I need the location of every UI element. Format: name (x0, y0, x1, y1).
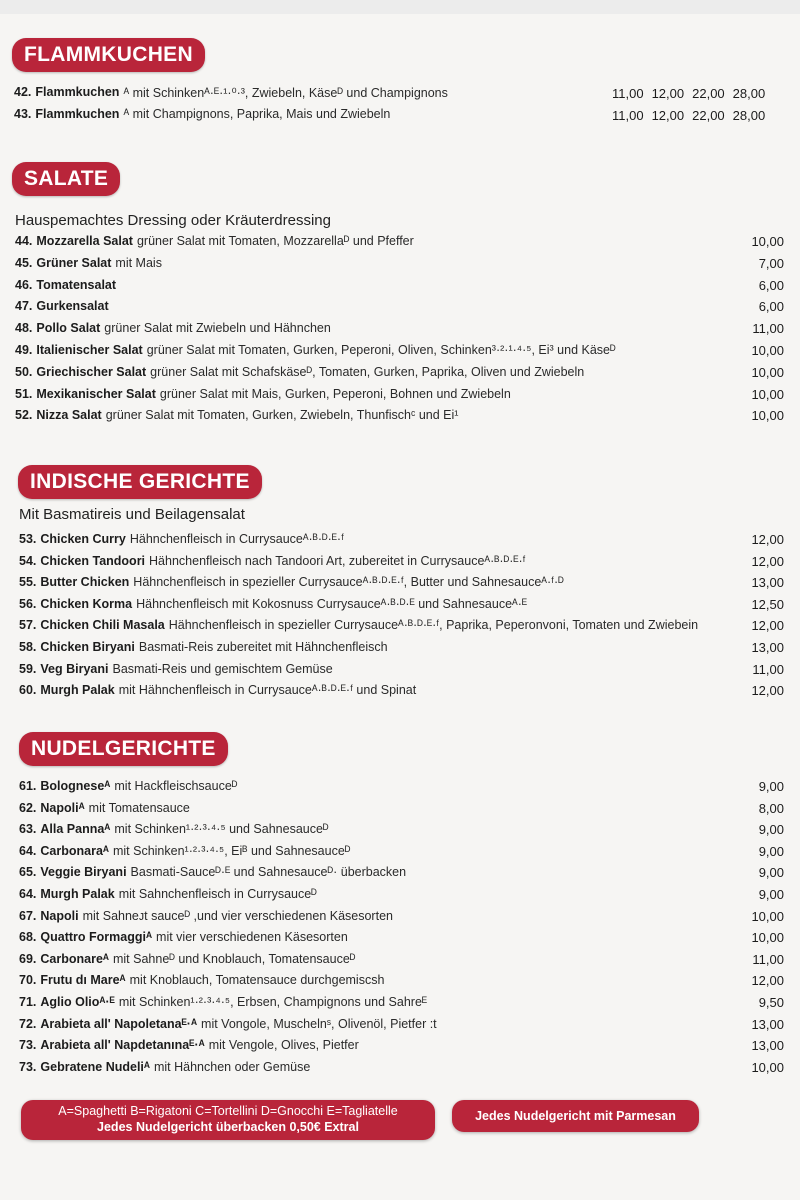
item-price: 13,00 (751, 1016, 784, 1032)
menu-item (19, 615, 698, 635)
item-description: mit Hähnchenfleisch in Currysauceᴬ·ᴮ·ᴰ·ᴱ·ᶠ und Spinat (118, 683, 417, 698)
menu-item (19, 949, 355, 969)
item-description: mit vier verschiedenen Käsesorten (156, 930, 348, 945)
item-description: mit Sahneᴰ und Knoblauch, Tomatensauceᴰ (112, 951, 356, 966)
item-description: ᴬ mit Champignons, Paprika, Mais und Zwiebeln (123, 107, 391, 121)
menu-item (15, 318, 331, 338)
item-price: 9,00 (758, 779, 784, 794)
item-description: mit Schinken¹·²·³·⁴·⁵, Eiᴮ und Sahnesauceᴰ (112, 843, 351, 858)
price-size-4: 28,00 (732, 86, 766, 101)
item-number: 45. (15, 255, 33, 270)
item-name: Butter Chicken (40, 575, 130, 590)
item-price: 9,00 (758, 822, 784, 838)
item-description: mit Hähnchen oder Gemüse (153, 1059, 311, 1074)
item-price: 6,00 (758, 299, 784, 315)
item-number: 67. (19, 908, 37, 923)
item-price: 10,00 (751, 908, 784, 924)
item-name: Pollo Salat (36, 321, 101, 336)
item-name: Napoli (40, 908, 79, 923)
item-description: grüner Salat mit Zwiebeln und Hähnchen (104, 321, 331, 336)
item-number: 70. (19, 973, 37, 988)
item-name: Carbonaraᴬ (40, 843, 109, 858)
item-number: 51. (15, 386, 33, 401)
pasta-types-line: A=Spaghetti B=Rigatoni C=Tortellini D=Gnocchi E=Tagliatelle (58, 1104, 398, 1118)
item-name: Gebratene Nudeliᴬ (40, 1059, 150, 1074)
item-number: 64. (19, 843, 37, 858)
menu-item (14, 104, 390, 124)
item-name: Arabieta all' Napoletanaᴱ·ᴬ (40, 1016, 198, 1031)
item-number: 57. (19, 618, 37, 633)
item-price: 9,50 (758, 995, 784, 1010)
item-number: 42. (14, 85, 32, 99)
item-name: Gurkensalat (36, 299, 109, 314)
item-price: 8,00 (758, 800, 784, 816)
item-name: Mexikanischer Salat (36, 386, 156, 401)
item-price: 9,00 (758, 843, 784, 859)
item-number: 55. (19, 575, 37, 590)
item-name: Alla Pannaᴬ (40, 822, 111, 837)
menu-item (19, 970, 384, 990)
item-description: Hähnchenfleisch in Currysauceᴬ·ᴮ·ᴰ·ᴱ·ᶠ (129, 532, 344, 546)
item-number: 71. (19, 995, 37, 1009)
item-name: Murgh Palak (40, 887, 115, 901)
item-number: 64. (19, 887, 37, 901)
item-number: 49. (15, 343, 33, 357)
menu-item (15, 253, 162, 273)
price-size-3: 22,00 (692, 86, 725, 101)
item-price: 12,00 (751, 973, 784, 989)
item-price: 6,00 (758, 277, 784, 293)
item-price: 12,50 (751, 596, 784, 612)
item-name: Chicken Korma (40, 596, 133, 611)
item-price: 9,00 (758, 887, 784, 902)
item-name: Arabieta all' Napdetanınaᴱ·ᴬ (40, 1038, 205, 1053)
item-description: Basmati-Reis zubereitet mit Hähnchenfleisch (138, 640, 388, 654)
item-price: 10,00 (751, 234, 784, 249)
menu-item (19, 594, 527, 614)
salate-subtitle: Hauspemachtes Dressing oder Kräuterdressing (15, 212, 331, 229)
salate-header: SALATE (12, 162, 120, 196)
menu-item (19, 927, 348, 947)
item-price: 11,00 (752, 951, 784, 967)
item-name: Veg Biryani (40, 661, 109, 676)
price-size-2: 12,00 (651, 86, 685, 101)
menu-item (19, 572, 564, 592)
item-description: mit Vengole, Olives, Pietfer (208, 1038, 359, 1053)
item-name: Murgh Palak (40, 683, 115, 698)
item-number: 72. (19, 1016, 37, 1031)
menu-item (19, 819, 329, 839)
item-price: 12,00 (751, 553, 784, 569)
ueberbacken-extra-line: Jedes Nudelgericht überbacken 0,50€ Extral (97, 1120, 359, 1134)
menu-item (15, 275, 120, 295)
menu-item (19, 841, 350, 861)
menu-item (19, 551, 526, 571)
item-price: 11,00 (752, 321, 784, 337)
menu-item (15, 405, 458, 425)
menu-item (15, 231, 414, 251)
item-number: 56. (19, 596, 37, 611)
item-number: 68. (19, 930, 37, 945)
item-description: Hähnchenfleisch in spezieller Currysauceᴬ·ᴮ·ᴰ·ᴱ·ᶠ, Butter und Sahnesauceᴬ·ᶠ·ᴰ (133, 575, 564, 590)
item-number: 60. (19, 683, 37, 698)
item-name: Flammkuchen (35, 85, 120, 99)
item-number: 50. (15, 364, 33, 379)
item-price: 10,00 (751, 343, 784, 358)
item-name: Aglio Olioᴬ·ᴱ (40, 995, 115, 1009)
item-name: Bologneseᴬ (40, 779, 111, 793)
item-price: 10,00 (751, 364, 784, 380)
item-price: 13,00 (751, 640, 784, 655)
item-name: Chicken Chili Masala (40, 618, 165, 633)
item-name: Griechischer Salat (36, 364, 147, 379)
item-name: Italienischer Salat (36, 343, 143, 357)
item-name: Frutu dı Mareᴬ (40, 973, 126, 988)
price-size-3: 22,00 (692, 108, 725, 123)
menu-item (19, 1057, 310, 1077)
item-number: 47. (15, 299, 33, 314)
item-number: 65. (19, 865, 37, 880)
menu-item (19, 659, 333, 679)
price-size-1: 11,00 (612, 108, 644, 123)
item-number: 63. (19, 822, 37, 837)
item-price: 11,00 (752, 661, 784, 677)
item-name: Chicken Biryani (40, 640, 135, 654)
price-size-2: 12,00 (651, 108, 685, 123)
item-description: grüner Salat mit Tomaten, Mozzarellaᴰ und Pfeffer (136, 234, 414, 248)
price-size-4: 28,00 (732, 108, 766, 123)
menu-item (19, 1014, 437, 1034)
item-description: Basmati-Sauceᴰ·ᴱ und Sahnesauceᴰ· überbacken (130, 865, 407, 880)
item-prices (612, 108, 765, 123)
item-name: Flammkuchen (35, 107, 120, 121)
item-name: Mozzarella Salat (36, 234, 133, 248)
item-description: Hähnchenfleisch mit Kokosnuss Currysauceᴬ·ᴮ·ᴰ·ᴱ und Sahnesauceᴬ·ᴱ (136, 596, 527, 611)
item-price: 13,00 (751, 1038, 784, 1054)
item-description: grüner Salat mit Tomaten, Gurken, Peperoni, Oliven, Schinken³·²·¹·⁴·⁵, Ei³ und Käseᴰ (146, 343, 616, 357)
item-description: mit Hackfleischsauceᴰ (114, 779, 238, 793)
item-description: grüner Salat mit Mais, Gurken, Peperoni, Bohnen und Zwiebeln (159, 386, 511, 401)
item-description: grüner Salat mit Schafskäseᴰ, Tomaten, Gurken, Paprika, Oliven und Zwiebeln (150, 364, 585, 379)
menu-item (15, 340, 616, 360)
item-number: 61. (19, 779, 37, 793)
item-description: mit Schinken¹·²·³·⁴·⁵ und Sahnesauceᴰ (114, 822, 329, 837)
item-price: 10,00 (751, 930, 784, 946)
item-description: mit Knoblauch, Tomatensauce durchgemiscsh (129, 973, 385, 988)
item-price: 12,00 (751, 532, 784, 547)
item-number: 69. (19, 951, 37, 966)
pasta-types-legend (21, 1100, 435, 1140)
item-description: ᴬ mit Schinkenᴬ·ᴱ·¹·⁰·³, Zwiebeln, Käseᴰ und Champignons (123, 85, 448, 100)
menu-item (19, 884, 317, 904)
item-name: Napoliᴬ (40, 800, 85, 815)
price-size-1: 11,00 (612, 86, 644, 101)
menu-item (19, 798, 190, 818)
item-price: 10,00 (751, 1059, 784, 1075)
nudelgerichte-header: NUDELGERICHTE (19, 732, 228, 766)
item-description: mit Sahnchenfleisch in Currysauceᴰ (118, 887, 317, 901)
item-number: 54. (19, 553, 37, 568)
item-name: Chicken Curry (40, 532, 126, 546)
item-price: 10,00 (751, 408, 784, 424)
indische-gerichte-header: INDISCHE GERICHTE (18, 465, 262, 499)
item-name: Carbonareᴬ (40, 951, 109, 966)
item-price: 9,00 (758, 865, 784, 881)
item-number: 43. (14, 107, 32, 121)
item-description: Hähnchenfleisch in spezieller Currysauceᴬ·ᴮ·ᴰ·ᴱ·ᶠ, Paprika, Peperonvoni, Tomaten und Zwiebein (168, 618, 699, 633)
item-number: 62. (19, 800, 37, 815)
item-description: mit Mais (115, 255, 162, 270)
menu-item (14, 82, 448, 102)
item-description: mit Sahneᴊt sauceᴰ ,und vier verschiedenen Käsesorten (82, 908, 393, 923)
item-number: 59. (19, 661, 37, 676)
indische-gerichte-subtitle: Mit Basmatireis und Beilagensalat (19, 506, 245, 523)
item-name: Grüner Salat (36, 255, 112, 270)
menu-item (15, 384, 511, 404)
item-number: 53. (19, 532, 37, 546)
item-price: 12,00 (751, 683, 784, 699)
item-number: 44. (15, 234, 33, 248)
item-description: grüner Salat mit Tomaten, Gurken, Zwiebeln, Thunfischᶜ und Ei¹ (105, 408, 459, 423)
item-price: 12,00 (751, 618, 784, 634)
menu-item (19, 776, 237, 796)
menu-item (19, 637, 388, 657)
menu-item (19, 1035, 359, 1055)
top-band (0, 0, 800, 14)
item-description: Basmati-Reis und gemischtem Gemüse (112, 661, 333, 676)
item-number: 46. (15, 277, 33, 292)
item-name: Tomatensalat (36, 277, 117, 292)
menu-item (19, 862, 406, 882)
item-description: Hähnchenfleisch nach Tandoori Art, zubereitet in Currysauceᴬ·ᴮ·ᴰ·ᴱ·ᶠ (149, 553, 526, 568)
item-price: 7,00 (758, 255, 784, 271)
menu-item (19, 680, 416, 700)
menu-item (19, 906, 393, 926)
item-prices (612, 86, 765, 101)
item-description: mit Schinken¹·²·³·⁴·⁵, Erbsen, Champignons und Sahreᴱ (118, 995, 428, 1009)
menu-item (15, 296, 113, 316)
item-price: 13,00 (751, 575, 784, 591)
item-name: Nizza Salat (36, 408, 102, 423)
item-number: 73. (19, 1059, 37, 1074)
menu-item (19, 992, 427, 1012)
flammkuchen-header: FLAMMKUCHEN (12, 38, 205, 72)
menu-item (15, 362, 584, 382)
menu-item (19, 529, 344, 549)
item-number: 73. (19, 1038, 37, 1053)
item-name: Chicken Tandoori (40, 553, 146, 568)
item-description: mit Vongole, Muschelnˢ, Olivenöl, Pietfer :t (201, 1016, 437, 1031)
item-description: mit Tomatensauce (88, 800, 190, 815)
item-name: Veggie Biryani (40, 865, 127, 880)
item-number: 48. (15, 321, 33, 336)
item-number: 52. (15, 408, 33, 423)
item-number: 58. (19, 640, 37, 654)
parmesan-note: Jedes Nudelgericht mit Parmesan (452, 1100, 699, 1132)
item-price: 10,00 (751, 386, 784, 402)
item-name: Quattro Formaggiᴬ (40, 930, 153, 945)
